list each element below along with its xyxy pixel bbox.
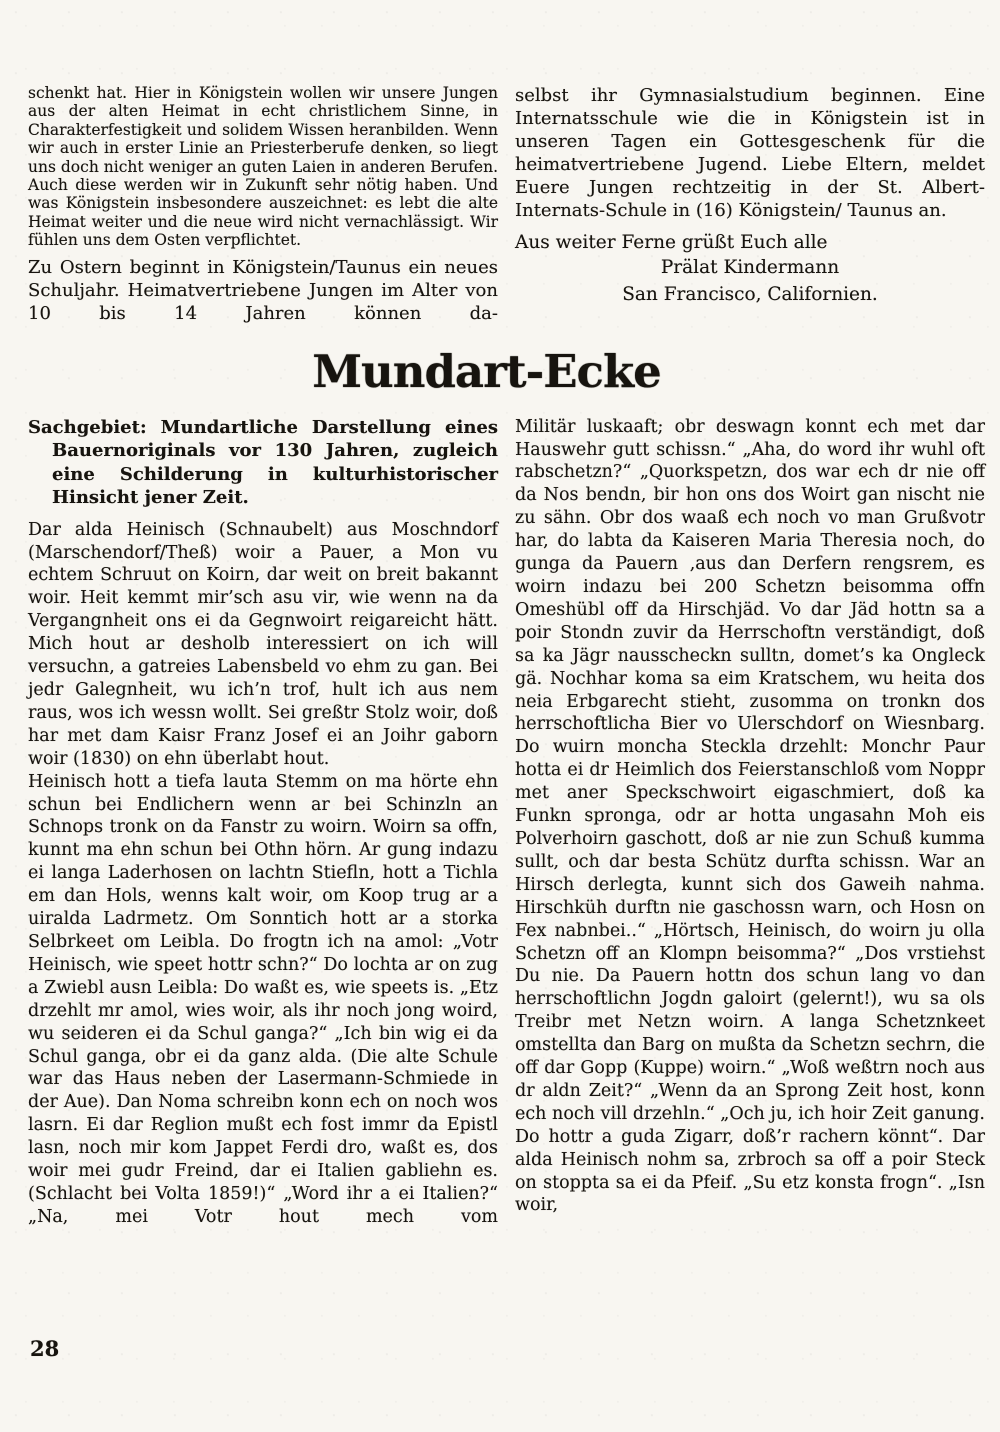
- top-left-paragraph-2: Zu Ostern beginnt in Königstein/Taunus ein neues Schuljahr. Heimatvertriebene Jungen im Alter von 10 bis 14 Jahren können da-: [28, 256, 498, 324]
- signature-name: Prälat Kindermann: [660, 257, 840, 278]
- mundart-right-column: [515, 416, 985, 1229]
- mundart-section: [28, 416, 985, 1229]
- top-article: [28, 84, 985, 325]
- top-article-right-column: [515, 84, 985, 325]
- section-headline: Mundart-Ecke: [312, 344, 661, 398]
- mundart-left-paragraph-2: Heinisch hott a tiefa lauta Stemm on ma hörte ehn schun bei Endlichern wenn ar bei Schinzln an Schnops tronk on da Fanstr zu woirn. Woirn sa offn, kunnt ma ehn schun bei Othn hörn. Ar gung indazu ei langa Laderhosen on lachtn Stiefln, hott a Tichla em dan Hols, wenns kalt woir, om Koop trug ar a uiralda Ladrmetz. Om Sonntich hott ar a storka Selbrkeet om Leibla. Do frogtn ich na amol: „Votr Heinisch, wie speet hottr schn?“ Do lochta ar on zug a Zwiebl ausn Leibla: Do waßt es, wie speets is. „Etz drzehlt mr amol, wies woir, als ihr noch jong woird, wu seideren ei da Schul ganga?“ „Ich bin wig ei da Schul ganga, obr ei da ganz alda. (Die alte Schule war das Haus neben der Lasermann-Schmiede in der Aue). Dan Noma schreibn konn ech on noch wos lasrn. Ei dar Reglion mußt ech fost immr da Epistl lasn, noch mir kom Jappet Ferdi dro, waßt es, dos woir mei gudr Freind, dar ei Italien gabliehn es. (Schlacht bei Volta 1859!)“ „Word ihr a ei Italien?“ „Na, mei Votr hout mech vom: [28, 771, 498, 1227]
- mundart-left-column: [28, 416, 498, 1229]
- signature-place: San Francisco, Californien.: [622, 284, 878, 305]
- top-right-paragraph-1: selbst ihr Gymnasialstudium beginnen. Eine Internatsschule wie die in Königstein ist in unseren Tagen ein Gottesgeschenk für die heimatvertriebene Jugend. Liebe Eltern, meldet Euere Jungen rechtzeitig in der St. Albert-Internats-Schule in (16) Königstein/ Taunus an.: [515, 85, 985, 221]
- top-left-paragraph-1: schenkt hat. Hier in Königstein wollen wir unsere Jungen aus der alten Heimat in echt christlichem Sinne, in Charakterfestigkeit und solidem Wissen heranbilden. Wenn wir auch in erster Linie an Priesterberufe denken, so liegt uns doch nicht weniger an guten Laien in anderen Berufen. Auch diese werden wir in Zukunft sehr nötig haben. Und was Königstein insbesondere auszeichnet: es lebt die alte Heimat weiter und die neue wird nicht vernachlässigt. Wir fühlen uns dem Osten verpflichtet.: [28, 84, 498, 250]
- subject-intro: Sachgebiet: Mundartliche Darstellung eines Bauernoriginals vor 130 Jahren, zugleich eine Schilderung in kulturhistorischer Hinsicht jener Zeit.: [28, 416, 498, 509]
- page-number: 28: [30, 1336, 60, 1361]
- farewell-line: Aus weiter Ferne grüßt Euch alle: [515, 232, 828, 253]
- mundart-left-paragraph-1: Dar alda Heinisch (Schnaubelt) aus Moschndorf (Marschendorf/Theß) woir a Pauer, a Mon vu echtem Schruut on Koirn, dar weit on breit bakannt woir. Heit kemmt mir’sch asu vir, wie wenn na da Vergangnheit ons ei da Gegnwoirt reigareicht hätt. Mich hout ar desholb interessiert on ich will versuchn, a gatreies Labensbeld vo ehm zu gan. Bei jedr Galegnheit, wu ich’n trof, hult ich aus nem raus, wos ich wessn wollt. Sei greßtr Stolz woir, doß har met dam Kaisr Franz Josef ei an Joihr gaborn woir (1830) on ehn überlabt hout.: [28, 519, 498, 769]
- top-article-left-column: [28, 84, 498, 325]
- mundart-right-paragraph-1: Militär luskaaft; obr deswagn konnt ech met dar Hauswehr gutt schissn.“ „Aha, do word ihr wuhl oft rabschetzn?“ „Quorkspetzn, dos war ech dr nie off da Nos bendn, bir hon ons dos Woirt gan nischt nie zu sähn. Obr dos waaß ech noch vo man Grußvotr har, do labta da Kaiseren Maria Theresia noch, do gunga da Pauern ‚aus dan Derfern rengsrem, es woirn indazu bei 200 Schetzn beisomma offn Omeshübl off da Hirschjäd. Vo dar Jäd hottn sa a poir Stondn zuvir da Herrschoftn verständigt, doß sa ka Jägr nausscheckn sulltn, domet’s ka Ongleck gä. Nochhar koma sa eim Kratschem, wu heita dos neia Erbgarecht stieht, zusomma on tronkn dos herrschoftlicha Bier vo Ulerschdorf on Wiesnbarg. Do wuirn moncha Steckla drzehlt: Monchr Paur hotta ei dr Heimlich dos Feierstanschloß vom Noppr met aner Speckschwoirt eigaschmiert, doß ka Funkn spronga, odr ar hotta ungasahn Moh eis Polverhoirn gaschott, doß ar nie zun Schuß kumma sullt, och dar besta Schütz durfta schissn. War an Hirsch derlegta, kunnt sich dos Gaweih nahma. Hirschküh durftn nie gaschossn warn, och Hosn on Fex nabnbei..“ „Hörtsch, Heinisch, do woirn ju olla Schetzn off an Klompn beisomma?“ „Dos vrstiehst Du nie. Da Pauern hottn dos schun lang vo dan herrschoftlichn Jogdn galoirt (gelernt!), wu sa ols Treibr met Netzn woirn. A langa Schetznkeet omstellta dan Barg on mußta da Schetzn sechrn, die off dar Gopp (Kuppe) woirn.“ „Woß weßtrn noch aus dr aldn Zeit?“ „Wenn da an Sprong Zeit host, konn ech noch vill drzehln.“ „Och ju, ich hoir Zeit ganung. Do hottr a guda Zigarr, doß’r rachern könnt“. Dar alda Heinisch nohm sa, zrbroch sa off a poir Steck on stoppta sa ei da Pfeif. „Su etz konsta frogn“. „Isn woir,: [515, 416, 985, 1216]
